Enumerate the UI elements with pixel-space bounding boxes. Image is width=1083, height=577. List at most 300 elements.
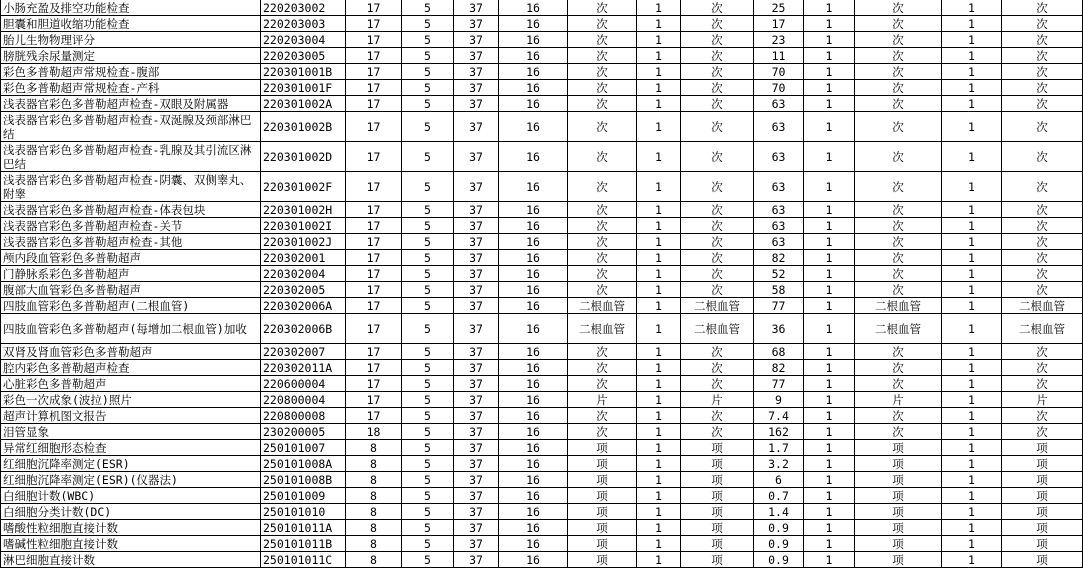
quantity-cell: 1 bbox=[804, 440, 855, 456]
item-code-cell: 250101008A bbox=[261, 456, 346, 472]
quantity-cell: 1 bbox=[942, 298, 1002, 314]
unit-cell: 次 bbox=[568, 48, 637, 64]
quantity-cell: 1 bbox=[637, 0, 681, 16]
item-code-cell: 220203002 bbox=[261, 0, 346, 16]
item-code-cell: 250101007 bbox=[261, 440, 346, 456]
unit-cell: 次 bbox=[855, 202, 942, 218]
class-cell: 5 bbox=[402, 360, 454, 376]
group-cell: 37 bbox=[454, 488, 499, 504]
unit-cell: 次 bbox=[1002, 202, 1083, 218]
unit-cell: 次 bbox=[855, 172, 942, 202]
unit-cell: 项 bbox=[855, 536, 942, 552]
class-cell: 5 bbox=[402, 472, 454, 488]
group-cell: 37 bbox=[454, 504, 499, 520]
item-name-cell: 彩色多普勒超声常规检查-腹部 bbox=[1, 64, 261, 80]
unit-cell: 次 bbox=[568, 376, 637, 392]
unit-cell: 次 bbox=[681, 64, 754, 80]
group-cell: 37 bbox=[454, 360, 499, 376]
unit-cell: 次 bbox=[855, 0, 942, 16]
quantity-cell: 1 bbox=[804, 80, 855, 96]
quantity-cell: 1 bbox=[942, 520, 1002, 536]
category-cell: 8 bbox=[346, 472, 402, 488]
unit-cell: 次 bbox=[1002, 408, 1083, 424]
item-code-cell: 220302011A bbox=[261, 360, 346, 376]
quantity-cell: 1 bbox=[637, 424, 681, 440]
quantity-cell: 1 bbox=[637, 16, 681, 32]
group-cell: 37 bbox=[454, 32, 499, 48]
quantity-cell: 1 bbox=[804, 472, 855, 488]
item-name-cell: 浅表器官彩色多普勒超声检查-双涎腺及颈部淋巴结 bbox=[1, 112, 261, 142]
subgroup-cell: 16 bbox=[499, 536, 568, 552]
price-cell: 63 bbox=[754, 234, 804, 250]
quantity-cell: 1 bbox=[637, 142, 681, 172]
item-name-cell: 膀胱残余尿量测定 bbox=[1, 48, 261, 64]
category-cell: 17 bbox=[346, 32, 402, 48]
quantity-cell: 1 bbox=[942, 48, 1002, 64]
table-row bbox=[1, 0, 1083, 16]
quantity-cell: 1 bbox=[637, 520, 681, 536]
group-cell: 37 bbox=[454, 424, 499, 440]
unit-cell: 次 bbox=[568, 202, 637, 218]
quantity-cell: 1 bbox=[942, 536, 1002, 552]
item-name-cell: 门静脉系彩色多普勒超声 bbox=[1, 266, 261, 282]
class-cell: 5 bbox=[402, 456, 454, 472]
table-row bbox=[1, 250, 1083, 266]
price-cell: 1.7 bbox=[754, 440, 804, 456]
quantity-cell: 1 bbox=[637, 440, 681, 456]
category-cell: 17 bbox=[346, 234, 402, 250]
table-row bbox=[1, 218, 1083, 234]
unit-cell: 次 bbox=[568, 344, 637, 360]
unit-cell: 次 bbox=[1002, 250, 1083, 266]
unit-cell: 次 bbox=[1002, 96, 1083, 112]
category-cell: 18 bbox=[346, 424, 402, 440]
subgroup-cell: 16 bbox=[499, 142, 568, 172]
category-cell: 17 bbox=[346, 142, 402, 172]
item-code-cell: 250101011A bbox=[261, 520, 346, 536]
quantity-cell: 1 bbox=[804, 408, 855, 424]
subgroup-cell: 16 bbox=[499, 80, 568, 96]
group-cell: 37 bbox=[454, 48, 499, 64]
category-cell: 17 bbox=[346, 360, 402, 376]
quantity-cell: 1 bbox=[804, 536, 855, 552]
quantity-cell: 1 bbox=[637, 64, 681, 80]
item-name-cell: 彩色一次成象(波拉)照片 bbox=[1, 392, 261, 408]
quantity-cell: 1 bbox=[637, 80, 681, 96]
class-cell: 5 bbox=[402, 488, 454, 504]
unit-cell: 次 bbox=[1002, 424, 1083, 440]
quantity-cell: 1 bbox=[942, 360, 1002, 376]
unit-cell: 次 bbox=[1002, 360, 1083, 376]
unit-cell: 次 bbox=[681, 16, 754, 32]
subgroup-cell: 16 bbox=[499, 488, 568, 504]
class-cell: 5 bbox=[402, 440, 454, 456]
group-cell: 37 bbox=[454, 96, 499, 112]
class-cell: 5 bbox=[402, 408, 454, 424]
category-cell: 8 bbox=[346, 456, 402, 472]
category-cell: 17 bbox=[346, 202, 402, 218]
quantity-cell: 1 bbox=[637, 266, 681, 282]
quantity-cell: 1 bbox=[637, 536, 681, 552]
table-row bbox=[1, 504, 1083, 520]
price-cell: 70 bbox=[754, 80, 804, 96]
group-cell: 37 bbox=[454, 202, 499, 218]
unit-cell: 次 bbox=[1002, 48, 1083, 64]
class-cell: 5 bbox=[402, 112, 454, 142]
unit-cell: 次 bbox=[568, 266, 637, 282]
unit-cell: 二根血管 bbox=[568, 314, 637, 344]
quantity-cell: 1 bbox=[942, 202, 1002, 218]
subgroup-cell: 16 bbox=[499, 520, 568, 536]
quantity-cell: 1 bbox=[804, 234, 855, 250]
subgroup-cell: 16 bbox=[499, 424, 568, 440]
class-cell: 5 bbox=[402, 314, 454, 344]
category-cell: 8 bbox=[346, 520, 402, 536]
quantity-cell: 1 bbox=[637, 392, 681, 408]
unit-cell: 次 bbox=[681, 142, 754, 172]
quantity-cell: 1 bbox=[942, 80, 1002, 96]
table-row bbox=[1, 16, 1083, 32]
group-cell: 37 bbox=[454, 266, 499, 282]
quantity-cell: 1 bbox=[804, 344, 855, 360]
quantity-cell: 1 bbox=[637, 250, 681, 266]
item-code-cell: 220302005 bbox=[261, 282, 346, 298]
price-cell: 11 bbox=[754, 48, 804, 64]
quantity-cell: 1 bbox=[942, 408, 1002, 424]
subgroup-cell: 16 bbox=[499, 472, 568, 488]
quantity-cell: 1 bbox=[804, 488, 855, 504]
price-cell: 58 bbox=[754, 282, 804, 298]
group-cell: 37 bbox=[454, 520, 499, 536]
quantity-cell: 1 bbox=[942, 344, 1002, 360]
class-cell: 5 bbox=[402, 392, 454, 408]
unit-cell: 次 bbox=[681, 112, 754, 142]
group-cell: 37 bbox=[454, 80, 499, 96]
quantity-cell: 1 bbox=[637, 504, 681, 520]
subgroup-cell: 16 bbox=[499, 202, 568, 218]
item-code-cell: 250101011C bbox=[261, 552, 346, 568]
unit-cell: 次 bbox=[681, 32, 754, 48]
class-cell: 5 bbox=[402, 552, 454, 568]
price-cell: 23 bbox=[754, 32, 804, 48]
class-cell: 5 bbox=[402, 536, 454, 552]
table-row bbox=[1, 408, 1083, 424]
group-cell: 37 bbox=[454, 250, 499, 266]
class-cell: 5 bbox=[402, 250, 454, 266]
unit-cell: 项 bbox=[568, 536, 637, 552]
unit-cell: 次 bbox=[855, 142, 942, 172]
price-cell: 77 bbox=[754, 376, 804, 392]
quantity-cell: 1 bbox=[804, 520, 855, 536]
unit-cell: 次 bbox=[681, 202, 754, 218]
item-code-cell: 220301002D bbox=[261, 142, 346, 172]
item-name-cell: 红细胞沉降率测定(ESR) bbox=[1, 456, 261, 472]
unit-cell: 次 bbox=[1002, 266, 1083, 282]
unit-cell: 次 bbox=[568, 250, 637, 266]
unit-cell: 项 bbox=[1002, 488, 1083, 504]
quantity-cell: 1 bbox=[942, 16, 1002, 32]
unit-cell: 次 bbox=[681, 360, 754, 376]
subgroup-cell: 16 bbox=[499, 298, 568, 314]
item-name-cell: 腔内彩色多普勒超声检查 bbox=[1, 360, 261, 376]
group-cell: 37 bbox=[454, 344, 499, 360]
class-cell: 5 bbox=[402, 202, 454, 218]
unit-cell: 项 bbox=[1002, 440, 1083, 456]
table-row bbox=[1, 344, 1083, 360]
quantity-cell: 1 bbox=[804, 64, 855, 80]
quantity-cell: 1 bbox=[637, 552, 681, 568]
quantity-cell: 1 bbox=[804, 142, 855, 172]
item-name-cell: 小肠充盈及排空功能检查 bbox=[1, 0, 261, 16]
item-name-cell: 嗜碱性粒细胞直接计数 bbox=[1, 536, 261, 552]
table-row bbox=[1, 472, 1083, 488]
quantity-cell: 1 bbox=[804, 112, 855, 142]
unit-cell: 项 bbox=[1002, 552, 1083, 568]
table-row bbox=[1, 520, 1083, 536]
item-name-cell: 淋巴细胞直接计数 bbox=[1, 552, 261, 568]
quantity-cell: 1 bbox=[942, 234, 1002, 250]
unit-cell: 项 bbox=[681, 552, 754, 568]
unit-cell: 二根血管 bbox=[681, 298, 754, 314]
price-cell: 63 bbox=[754, 218, 804, 234]
subgroup-cell: 16 bbox=[499, 266, 568, 282]
item-name-cell: 颅内段血管彩色多普勒超声 bbox=[1, 250, 261, 266]
quantity-cell: 1 bbox=[942, 112, 1002, 142]
unit-cell: 次 bbox=[1002, 32, 1083, 48]
item-name-cell: 嗜酸性粒细胞直接计数 bbox=[1, 520, 261, 536]
category-cell: 17 bbox=[346, 376, 402, 392]
unit-cell: 项 bbox=[1002, 504, 1083, 520]
unit-cell: 次 bbox=[855, 218, 942, 234]
unit-cell: 项 bbox=[568, 520, 637, 536]
quantity-cell: 1 bbox=[942, 456, 1002, 472]
item-name-cell: 浅表器官彩色多普勒超声检查-其他 bbox=[1, 234, 261, 250]
unit-cell: 次 bbox=[681, 0, 754, 16]
item-name-cell: 异常红细胞形态检查 bbox=[1, 440, 261, 456]
unit-cell: 项 bbox=[568, 552, 637, 568]
unit-cell: 项 bbox=[855, 456, 942, 472]
unit-cell: 次 bbox=[855, 250, 942, 266]
item-code-cell: 220302007 bbox=[261, 344, 346, 360]
unit-cell: 项 bbox=[1002, 520, 1083, 536]
table-row bbox=[1, 424, 1083, 440]
quantity-cell: 1 bbox=[942, 32, 1002, 48]
unit-cell: 次 bbox=[855, 16, 942, 32]
unit-cell: 项 bbox=[681, 504, 754, 520]
subgroup-cell: 16 bbox=[499, 250, 568, 266]
subgroup-cell: 16 bbox=[499, 48, 568, 64]
subgroup-cell: 16 bbox=[499, 344, 568, 360]
class-cell: 5 bbox=[402, 520, 454, 536]
category-cell: 17 bbox=[346, 282, 402, 298]
quantity-cell: 1 bbox=[804, 172, 855, 202]
unit-cell: 次 bbox=[681, 408, 754, 424]
subgroup-cell: 16 bbox=[499, 172, 568, 202]
category-cell: 17 bbox=[346, 16, 402, 32]
unit-cell: 次 bbox=[681, 234, 754, 250]
item-code-cell: 220301002B bbox=[261, 112, 346, 142]
class-cell: 5 bbox=[402, 96, 454, 112]
unit-cell: 次 bbox=[681, 282, 754, 298]
class-cell: 5 bbox=[402, 376, 454, 392]
group-cell: 37 bbox=[454, 408, 499, 424]
item-code-cell: 230200005 bbox=[261, 424, 346, 440]
category-cell: 17 bbox=[346, 80, 402, 96]
quantity-cell: 1 bbox=[804, 504, 855, 520]
group-cell: 37 bbox=[454, 112, 499, 142]
category-cell: 17 bbox=[346, 250, 402, 266]
group-cell: 37 bbox=[454, 392, 499, 408]
item-code-cell: 220203005 bbox=[261, 48, 346, 64]
quantity-cell: 1 bbox=[637, 282, 681, 298]
price-cell: 70 bbox=[754, 64, 804, 80]
price-cell: 36 bbox=[754, 314, 804, 344]
unit-cell: 次 bbox=[1002, 172, 1083, 202]
item-name-cell: 四肢血管彩色多普勒超声(二根血管) bbox=[1, 298, 261, 314]
class-cell: 5 bbox=[402, 80, 454, 96]
price-cell: 0.9 bbox=[754, 552, 804, 568]
item-code-cell: 220800008 bbox=[261, 408, 346, 424]
price-cell: 63 bbox=[754, 112, 804, 142]
table-row bbox=[1, 48, 1083, 64]
unit-cell: 次 bbox=[568, 408, 637, 424]
unit-cell: 次 bbox=[681, 80, 754, 96]
table-row bbox=[1, 298, 1083, 314]
item-code-cell: 220301002F bbox=[261, 172, 346, 202]
unit-cell: 次 bbox=[681, 424, 754, 440]
quantity-cell: 1 bbox=[942, 552, 1002, 568]
unit-cell: 次 bbox=[681, 96, 754, 112]
quantity-cell: 1 bbox=[942, 440, 1002, 456]
table-row bbox=[1, 536, 1083, 552]
item-name-cell: 超声计算机图文报告 bbox=[1, 408, 261, 424]
unit-cell: 项 bbox=[568, 440, 637, 456]
subgroup-cell: 16 bbox=[499, 32, 568, 48]
unit-cell: 次 bbox=[855, 266, 942, 282]
unit-cell: 项 bbox=[855, 504, 942, 520]
unit-cell: 次 bbox=[568, 172, 637, 202]
item-name-cell: 四肢血管彩色多普勒超声(每增加二根血管)加收 bbox=[1, 314, 261, 344]
unit-cell: 次 bbox=[568, 112, 637, 142]
category-cell: 17 bbox=[346, 314, 402, 344]
quantity-cell: 1 bbox=[942, 376, 1002, 392]
unit-cell: 次 bbox=[681, 218, 754, 234]
unit-cell: 次 bbox=[855, 282, 942, 298]
unit-cell: 项 bbox=[681, 520, 754, 536]
unit-cell: 二根血管 bbox=[1002, 314, 1083, 344]
item-name-cell: 彩色多普勒超声常规检查-产科 bbox=[1, 80, 261, 96]
price-cell: 68 bbox=[754, 344, 804, 360]
unit-cell: 二根血管 bbox=[855, 314, 942, 344]
quantity-cell: 1 bbox=[637, 456, 681, 472]
price-cell: 3.2 bbox=[754, 456, 804, 472]
class-cell: 5 bbox=[402, 234, 454, 250]
item-name-cell: 浅表器官彩色多普勒超声检查-乳腺及其引流区淋巴结 bbox=[1, 142, 261, 172]
category-cell: 17 bbox=[346, 218, 402, 234]
class-cell: 5 bbox=[402, 424, 454, 440]
category-cell: 17 bbox=[346, 266, 402, 282]
group-cell: 37 bbox=[454, 234, 499, 250]
class-cell: 5 bbox=[402, 64, 454, 80]
table-row bbox=[1, 112, 1083, 142]
quantity-cell: 1 bbox=[637, 218, 681, 234]
quantity-cell: 1 bbox=[804, 48, 855, 64]
quantity-cell: 1 bbox=[637, 234, 681, 250]
category-cell: 17 bbox=[346, 392, 402, 408]
subgroup-cell: 16 bbox=[499, 376, 568, 392]
price-cell: 162 bbox=[754, 424, 804, 440]
subgroup-cell: 16 bbox=[499, 504, 568, 520]
table-row bbox=[1, 314, 1083, 344]
unit-cell: 项 bbox=[855, 488, 942, 504]
table-row bbox=[1, 456, 1083, 472]
group-cell: 37 bbox=[454, 16, 499, 32]
category-cell: 17 bbox=[346, 298, 402, 314]
category-cell: 8 bbox=[346, 552, 402, 568]
unit-cell: 次 bbox=[1002, 218, 1083, 234]
table-body bbox=[1, 0, 1083, 568]
quantity-cell: 1 bbox=[804, 552, 855, 568]
item-code-cell: 220302001 bbox=[261, 250, 346, 266]
subgroup-cell: 16 bbox=[499, 314, 568, 344]
subgroup-cell: 16 bbox=[499, 234, 568, 250]
unit-cell: 次 bbox=[855, 32, 942, 48]
table-row bbox=[1, 172, 1083, 202]
price-cell: 7.4 bbox=[754, 408, 804, 424]
quantity-cell: 1 bbox=[637, 112, 681, 142]
class-cell: 5 bbox=[402, 0, 454, 16]
item-name-cell: 胎儿生物物理评分 bbox=[1, 32, 261, 48]
table-row bbox=[1, 440, 1083, 456]
item-code-cell: 250101010 bbox=[261, 504, 346, 520]
price-cell: 9 bbox=[754, 392, 804, 408]
unit-cell: 项 bbox=[1002, 472, 1083, 488]
unit-cell: 次 bbox=[1002, 64, 1083, 80]
class-cell: 5 bbox=[402, 218, 454, 234]
group-cell: 37 bbox=[454, 456, 499, 472]
price-cell: 82 bbox=[754, 250, 804, 266]
table-row bbox=[1, 282, 1083, 298]
subgroup-cell: 16 bbox=[499, 0, 568, 16]
unit-cell: 次 bbox=[568, 96, 637, 112]
item-code-cell: 220302004 bbox=[261, 266, 346, 282]
unit-cell: 次 bbox=[1002, 234, 1083, 250]
unit-cell: 次 bbox=[855, 408, 942, 424]
quantity-cell: 1 bbox=[942, 266, 1002, 282]
item-code-cell: 220301002I bbox=[261, 218, 346, 234]
subgroup-cell: 16 bbox=[499, 408, 568, 424]
unit-cell: 二根血管 bbox=[855, 298, 942, 314]
unit-cell: 片 bbox=[855, 392, 942, 408]
item-code-cell: 220301002H bbox=[261, 202, 346, 218]
price-cell: 0.7 bbox=[754, 488, 804, 504]
item-name-cell: 浅表器官彩色多普勒超声检查-关节 bbox=[1, 218, 261, 234]
quantity-cell: 1 bbox=[804, 218, 855, 234]
item-code-cell: 250101009 bbox=[261, 488, 346, 504]
item-code-cell: 220301002A bbox=[261, 96, 346, 112]
quantity-cell: 1 bbox=[942, 424, 1002, 440]
table-row bbox=[1, 376, 1083, 392]
group-cell: 37 bbox=[454, 298, 499, 314]
unit-cell: 次 bbox=[1002, 282, 1083, 298]
price-cell: 77 bbox=[754, 298, 804, 314]
item-name-cell: 心脏彩色多普勒超声 bbox=[1, 376, 261, 392]
unit-cell: 项 bbox=[568, 456, 637, 472]
item-code-cell: 220600004 bbox=[261, 376, 346, 392]
unit-cell: 次 bbox=[568, 218, 637, 234]
item-name-cell: 泪管显象 bbox=[1, 424, 261, 440]
unit-cell: 项 bbox=[568, 488, 637, 504]
